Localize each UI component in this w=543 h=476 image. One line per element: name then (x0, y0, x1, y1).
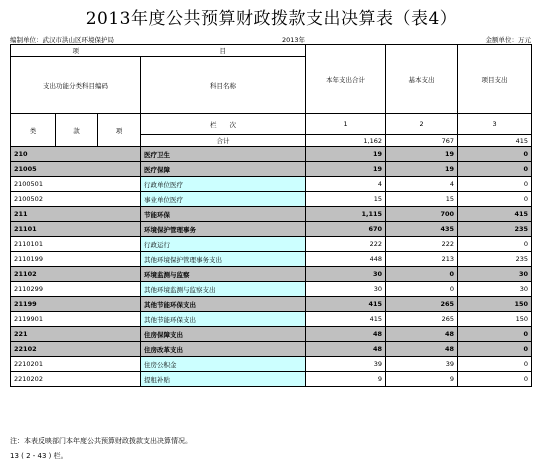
row-basic: 0 (386, 282, 458, 297)
row-total: 9 (306, 372, 386, 387)
row-code: 2100501 (11, 177, 141, 192)
row-basic: 9 (386, 372, 458, 387)
row-name: 其他节能环保支出 (141, 312, 306, 327)
row-project: 0 (458, 372, 532, 387)
footnote: 注：本表反映部门本年度公共预算财政拨款支出决算情况。 (10, 437, 192, 445)
table-row (11, 327, 532, 342)
row-basic: 222 (386, 237, 458, 252)
row-basic: 213 (386, 252, 458, 267)
header-row-item (11, 45, 532, 57)
row-code: 2110299 (11, 282, 141, 297)
row-basic: 435 (386, 222, 458, 237)
row-project: 0 (458, 357, 532, 372)
money-unit: 金额单位：万元 (485, 36, 531, 44)
total-basic-value: 767 (386, 135, 458, 147)
row-project: 235 (458, 222, 532, 237)
row-project: 0 (458, 147, 532, 162)
row-code: 210 (11, 147, 141, 162)
row-name: 其他节能环保支出 (141, 297, 306, 312)
table-row (11, 297, 532, 312)
row-project: 0 (458, 177, 532, 192)
header-xiang: 项 (11, 45, 141, 57)
row-code: 21101 (11, 222, 141, 237)
row-project: 150 (458, 297, 532, 312)
header-row-levels (11, 114, 532, 135)
total-project-value: 415 (458, 135, 532, 147)
table-row (11, 372, 532, 387)
header-item-name: 科目名称 (141, 57, 306, 114)
row-total: 48 (306, 342, 386, 357)
page-title: 2013年度公共预算财政拨款支出决算表（表4） (85, 9, 458, 29)
row-name: 其他环境保护管理事务支出 (141, 252, 306, 267)
row-total: 15 (306, 192, 386, 207)
row-total: 415 (306, 297, 386, 312)
table-row (11, 162, 532, 177)
table-row (11, 267, 532, 282)
table-row (11, 282, 532, 297)
row-project: 30 (458, 267, 532, 282)
table-row (11, 177, 532, 192)
table-row (11, 342, 532, 357)
row-name: 住房改革支出 (141, 342, 306, 357)
row-total: 19 (306, 147, 386, 162)
row-basic: 265 (386, 312, 458, 327)
row-project: 415 (458, 207, 532, 222)
total-label: 合计 (141, 135, 306, 147)
row-name: 医疗保障 (141, 162, 306, 177)
header-lei: 类 (11, 114, 56, 147)
table-row (11, 192, 532, 207)
row-project: 0 (458, 342, 532, 357)
row-code: 2110199 (11, 252, 141, 267)
row-code: 21199 (11, 297, 141, 312)
row-basic: 19 (386, 147, 458, 162)
row-total: 448 (306, 252, 386, 267)
row-total: 1,115 (306, 207, 386, 222)
row-basic: 265 (386, 297, 458, 312)
row-total: 30 (306, 282, 386, 297)
row-name: 环境保护管理事务 (141, 222, 306, 237)
row-name: 住房保障支出 (141, 327, 306, 342)
row-name: 住房公积金 (141, 357, 306, 372)
header-n2: 2 (386, 114, 458, 135)
table-row (11, 222, 532, 237)
row-name: 医疗卫生 (141, 147, 306, 162)
row-total: 670 (306, 222, 386, 237)
row-code: 211 (11, 207, 141, 222)
row-code: 2119901 (11, 312, 141, 327)
table-row (11, 252, 532, 267)
row-code: 21102 (11, 267, 141, 282)
row-name: 行政运行 (141, 237, 306, 252)
row-code: 2100502 (11, 192, 141, 207)
report-year: 2013年 (282, 36, 306, 44)
expenditure-table (10, 44, 532, 387)
table-row (11, 312, 532, 327)
row-project: 235 (458, 252, 532, 267)
row-basic: 700 (386, 207, 458, 222)
compiling-unit: 编制单位：武汉市洪山区环境保护局 (10, 36, 114, 44)
row-name: 环境监测与监察 (141, 267, 306, 282)
header-lanci: 栏 次 (141, 114, 306, 135)
row-project: 0 (458, 237, 532, 252)
row-project: 0 (458, 327, 532, 342)
row-total: 19 (306, 162, 386, 177)
row-project: 0 (458, 192, 532, 207)
row-total: 415 (306, 312, 386, 327)
header-mu: 目 (141, 45, 306, 57)
row-code: 21005 (11, 162, 141, 177)
row-basic: 39 (386, 357, 458, 372)
header-kuan: 款 (56, 114, 98, 147)
total-value: 1,162 (306, 135, 386, 147)
header-n3: 3 (458, 114, 532, 135)
header-col-total: 本年支出合计 (306, 45, 386, 114)
row-basic: 48 (386, 327, 458, 342)
row-name: 其他环境监测与监察支出 (141, 282, 306, 297)
row-total: 48 (306, 327, 386, 342)
header-col-basic: 基本支出 (386, 45, 458, 114)
row-code: 2210201 (11, 357, 141, 372)
row-name: 提租补贴 (141, 372, 306, 387)
row-name: 行政单位医疗 (141, 177, 306, 192)
row-code: 22102 (11, 342, 141, 357)
table-row (11, 357, 532, 372)
row-basic: 4 (386, 177, 458, 192)
row-project: 150 (458, 312, 532, 327)
footnote-columns: 13 ( 2 - 43 ) 栏。 (10, 452, 68, 460)
row-basic: 19 (386, 162, 458, 177)
row-total: 39 (306, 357, 386, 372)
row-project: 0 (458, 162, 532, 177)
header-xiang2: 项 (98, 114, 141, 147)
row-name: 节能环保 (141, 207, 306, 222)
row-basic: 15 (386, 192, 458, 207)
table-row (11, 207, 532, 222)
row-total: 4 (306, 177, 386, 192)
row-total: 30 (306, 267, 386, 282)
header-func-code: 支出功能分类科目编码 (11, 57, 141, 114)
table-row (11, 147, 532, 162)
row-basic: 0 (386, 267, 458, 282)
row-code: 2210202 (11, 372, 141, 387)
row-total: 222 (306, 237, 386, 252)
row-basic: 48 (386, 342, 458, 357)
header-col-project: 项目支出 (458, 45, 532, 114)
header-n1: 1 (306, 114, 386, 135)
row-code: 2110101 (11, 237, 141, 252)
row-code: 221 (11, 327, 141, 342)
table-row (11, 237, 532, 252)
row-project: 30 (458, 282, 532, 297)
row-name: 事业单位医疗 (141, 192, 306, 207)
